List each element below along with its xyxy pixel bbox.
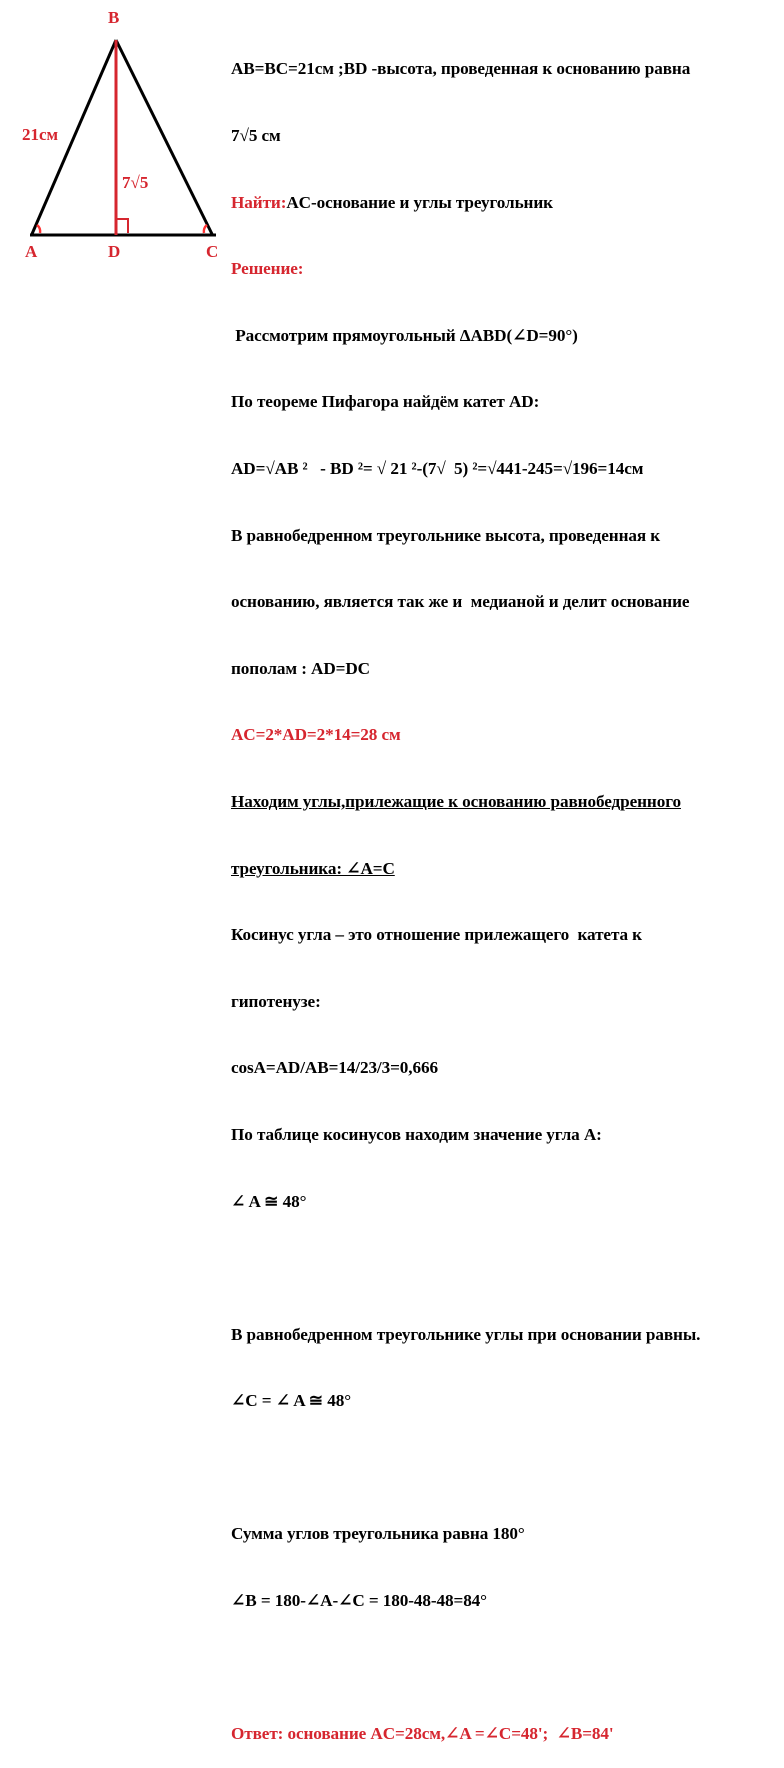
step-line-11: AC=2*AD=2*14=28 см xyxy=(231,725,401,745)
step-line-13: треугольника: ∠A=C xyxy=(231,858,395,878)
answer-line: Ответ: основание AC=28см,∠A =∠C=48'; ∠B=84' xyxy=(231,1724,614,1744)
step-line-6: По теореме Пифагора найдём катет AD: xyxy=(231,392,540,412)
step-line-23: Сумма углов треугольника равна 180° xyxy=(231,1524,525,1544)
angle-c-arc xyxy=(204,225,207,233)
height-label: 7√5 xyxy=(122,173,149,192)
angle-a-arc xyxy=(37,225,40,233)
step-line-10: пополам : AD=DC xyxy=(231,658,370,678)
blank-line xyxy=(231,1457,781,1479)
step-line-15: гипотенузе: xyxy=(231,991,321,1011)
vertex-b-label: B xyxy=(108,8,120,27)
blank-line xyxy=(231,1657,781,1679)
solution-text xyxy=(231,14,781,1768)
vertex-d-label: D xyxy=(108,242,121,261)
given-line-1: AB=BC=21см ;BD -высота, проведенная к основанию равна xyxy=(231,59,691,79)
side-ab-label: 21см xyxy=(22,125,59,144)
step-line-7: AD=√AB ² - BD ²= √ 21 ²-(7√ 5) ²=√441-245=√196=14см xyxy=(231,458,644,478)
find-label: Найти: xyxy=(231,192,287,212)
step-line-14: Косинус угла – это отношение прилежащего катета к xyxy=(231,925,642,945)
side-bc xyxy=(116,40,212,234)
solution-heading: Решение: xyxy=(231,259,304,279)
vertex-c-label: C xyxy=(206,242,219,261)
step-line-12: Находим углы,прилежащие к основанию равнобедренного xyxy=(231,791,681,811)
step-line-20: В равнобедренном треугольнике углы при основании равны. xyxy=(231,1324,701,1344)
blank-line xyxy=(231,1257,781,1279)
step-line-9: основанию, является так же и медианой и делит основание xyxy=(231,592,690,612)
step-line-5: Рассмотрим прямоугольный ΔABD(∠D=90°) xyxy=(231,325,578,345)
step-line-8: В равнобедренном треугольнике высота, проведенная к xyxy=(231,525,661,545)
given-line-2: 7√5 см xyxy=(231,126,281,145)
triangle-figure xyxy=(0,0,230,280)
find-line xyxy=(231,192,781,214)
step-line-17: По таблице косинусов находим значение угла A: xyxy=(231,1124,602,1144)
right-angle-mark xyxy=(116,219,128,233)
step-line-21: ∠C = ∠ A ≅ 48° xyxy=(231,1391,352,1411)
vertex-a-label: A xyxy=(25,242,38,261)
step-line-24: ∠B = 180-∠A-∠C = 180-48-48=84° xyxy=(231,1591,487,1611)
step-line-18: ∠ A ≅ 48° xyxy=(231,1191,307,1211)
find-text: AC-основание и углы треугольник xyxy=(286,192,553,212)
step-line-16: cosA=AD/AB=14/23/3=0,666 xyxy=(231,1058,438,1078)
